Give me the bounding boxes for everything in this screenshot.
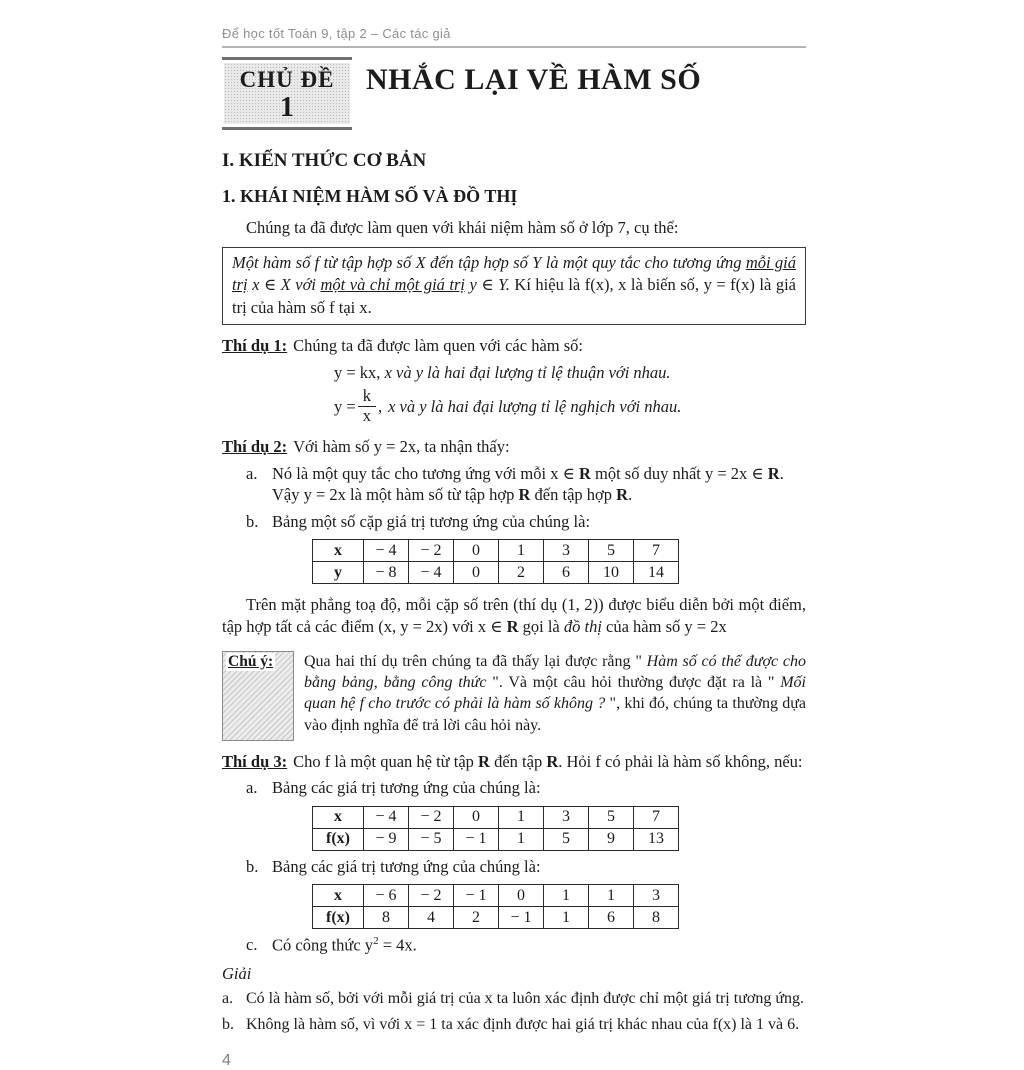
table-cell: − 1 <box>499 907 544 929</box>
book-page <box>222 26 806 1070</box>
chapter-box-number: 1 <box>280 92 294 123</box>
table-cell: 13 <box>634 828 679 850</box>
example1-label: Thí dụ 1: <box>222 335 288 355</box>
value-table-example2 <box>312 539 679 584</box>
item-b-label: b. <box>246 856 259 876</box>
solution-item-b <box>222 1015 806 1036</box>
table-cell: − 2 <box>409 885 454 907</box>
formula-comma: , <box>377 396 383 416</box>
formula-inverse <box>334 387 806 426</box>
table-cell: 2 <box>499 562 544 584</box>
table-cell: − 1 <box>454 828 499 850</box>
example2-label: Thí dụ 2: <box>222 437 288 457</box>
note-block <box>222 651 806 741</box>
table-cell: 1 <box>544 885 589 907</box>
table-cell: − 4 <box>364 806 409 828</box>
table-cell: 5 <box>544 828 589 850</box>
table-cell: − 6 <box>364 885 409 907</box>
table-cell: 6 <box>544 562 589 584</box>
solution-item-a <box>222 989 806 1010</box>
table-cell: 8 <box>634 907 679 929</box>
chapter-box-inner <box>224 63 350 124</box>
chapter-title: NHẮC LẠI VỀ HÀM SỐ <box>366 63 702 96</box>
value-table-example3b <box>312 884 679 929</box>
table-cell: 3 <box>634 885 679 907</box>
item-b-body: Bảng một số cặp giá trị tương ứng của chúng là: <box>272 511 591 531</box>
table-cell: − 5 <box>409 828 454 850</box>
solution-label: Giải <box>222 964 252 984</box>
table-cell: 0 <box>454 540 499 562</box>
table-cell: 10 <box>589 562 634 584</box>
solution-a-text: Có là hàm số, bởi với mỗi giá trị của x ta luôn xác định được chỉ một giá trị tương ứng. <box>246 990 804 1008</box>
section-heading-1-1: 1. KHÁI NIỆM HÀM SỐ VÀ ĐỒ THỊ <box>222 186 518 207</box>
table-cell: f(x) <box>313 907 364 929</box>
example1-intro: Chúng ta đã được làm quen với các hàm số: <box>293 335 583 355</box>
item-a-line2: Vậy y = 2x là một hàm số từ tập hợp R đến tập hợp R. <box>272 485 633 505</box>
table-row <box>313 562 679 584</box>
table-cell: f(x) <box>313 828 364 850</box>
example2-intro: Với hàm số y = 2x, ta nhận thấy: <box>293 437 510 457</box>
table-cell: 6 <box>589 907 634 929</box>
table-cell: 14 <box>634 562 679 584</box>
table-cell: y <box>313 562 364 584</box>
table-cell: 1 <box>544 907 589 929</box>
example2-item-a <box>246 463 806 506</box>
table-cell: x <box>313 885 364 907</box>
formula-linear: y = kx, x và y là hai đại lượng tỉ lệ thuận với nhau. <box>334 362 671 382</box>
chapter-heading <box>222 57 806 130</box>
intro-paragraph: Chúng ta đã được làm quen với khái niệm hàm số ở lớp 7, cụ thể: <box>246 218 679 238</box>
table-cell: − 4 <box>409 562 454 584</box>
item-a-label: a. <box>246 778 258 798</box>
example3-item-a <box>246 777 806 798</box>
table-cell: − 1 <box>454 885 499 907</box>
formula-description: x và y là hai đại lượng tỉ lệ nghịch với nhau. <box>388 396 682 416</box>
note-text: Qua hai thí dụ trên chúng ta đã thấy lại được rằng " Hàm số có thể được cho bằng bảng, bằng công thức ". Và một câu hỏi thường được đặt ra là " Mối quan hệ f cho trước có phải là hàm số không ? ", khi đó, chúng ta thường dựa vào định nghĩa để trả lời câu hỏi này. <box>304 652 807 734</box>
table-cell: 0 <box>499 885 544 907</box>
item-a-label: a. <box>246 463 258 483</box>
formula-prefix: y = <box>334 396 356 416</box>
table-cell: 2 <box>454 907 499 929</box>
table-cell: x <box>313 540 364 562</box>
example3-item-b <box>246 856 806 877</box>
table-cell: − 9 <box>364 828 409 850</box>
item-a-body: Bảng các giá trị tương ứng của chúng là: <box>272 778 541 798</box>
graph-paragraph: Trên mặt phẳng toạ độ, mỗi cặp số trên (thí dụ (1, 2)) được biểu diễn bởi một điểm, tập hợp tất cả các điểm (x, y = 2x) với x ∈ R gọi là đồ thị của hàm số y = 2x <box>222 595 806 636</box>
table-cell: 3 <box>544 540 589 562</box>
chapter-box <box>222 57 352 130</box>
table-cell: 8 <box>364 907 409 929</box>
table-cell: 7 <box>634 540 679 562</box>
fraction-numerator: k <box>358 387 376 407</box>
table-cell: − 2 <box>409 540 454 562</box>
table-row <box>313 806 679 828</box>
fraction-denominator: x <box>362 406 371 426</box>
fraction <box>358 387 376 426</box>
item-a-body <box>272 463 806 506</box>
note-hatch-box <box>222 651 294 741</box>
example1-heading <box>222 335 806 357</box>
item-c-label: c. <box>246 935 258 955</box>
table-cell: − 2 <box>409 806 454 828</box>
table-cell: 9 <box>589 828 634 850</box>
table-cell: 0 <box>454 806 499 828</box>
table-row <box>313 885 679 907</box>
table-cell: 3 <box>544 806 589 828</box>
item-c-body: Có công thức $y^2 = 4x$. <box>272 935 417 955</box>
example2-item-b <box>246 511 806 532</box>
table-cell: 1 <box>499 540 544 562</box>
table-cell: 0 <box>454 562 499 584</box>
item-a-line1: Nó là một quy tắc cho tương ứng với mỗi x ∈ R một số duy nhất y = 2x ∈ R. <box>272 463 784 483</box>
definition-box: Một hàm số f từ tập hợp số X đến tập hợp số Y là một quy tắc cho tương ứng mỗi giá trị x ∈ X với một và chỉ một giá trị y ∈ Y. Kí hiệu là f(x), x là biến số, y = f(x) là giá trị của hàm số f tại x. <box>222 247 806 325</box>
example3-item-c <box>246 934 806 956</box>
table-cell: 1 <box>589 885 634 907</box>
solution-a-label: a. <box>222 990 234 1008</box>
table-row <box>313 540 679 562</box>
table-cell: − 8 <box>364 562 409 584</box>
table-cell: 1 <box>499 828 544 850</box>
table-row <box>313 828 679 850</box>
table-cell: 1 <box>499 806 544 828</box>
table-cell: 5 <box>589 806 634 828</box>
table-cell: 4 <box>409 907 454 929</box>
section-heading-1: I. KIẾN THỨC CƠ BẢN <box>222 150 427 172</box>
item-b-body: Bảng các giá trị tương ứng của chúng là: <box>272 856 541 876</box>
table-cell: x <box>313 806 364 828</box>
table-row <box>313 907 679 929</box>
item-b-label: b. <box>246 511 259 531</box>
header-rule <box>222 46 806 48</box>
note-label: Chú ý: <box>228 652 274 670</box>
example3-heading <box>222 751 806 773</box>
value-table-example3a <box>312 806 679 851</box>
chapter-box-label: CHỦ ĐỀ <box>239 67 335 92</box>
solution-b-text: Không là hàm số, vì với x = 1 ta xác định được hai giá trị khác nhau của f(x) là 1 và 6. <box>246 1016 800 1034</box>
solution-b-label: b. <box>222 1016 234 1034</box>
page-number: 4 <box>222 1051 231 1069</box>
example2-heading <box>222 436 806 458</box>
example3-label: Thí dụ 3: <box>222 751 288 771</box>
running-header: Để học tốt Toán 9, tập 2 – Các tác giả <box>222 26 451 41</box>
table-cell: 7 <box>634 806 679 828</box>
table-cell: − 4 <box>364 540 409 562</box>
example3-intro: Cho f là một quan hệ từ tập R đến tập R. Hỏi f có phải là hàm số không, nếu: <box>293 751 803 771</box>
table-cell: 5 <box>589 540 634 562</box>
